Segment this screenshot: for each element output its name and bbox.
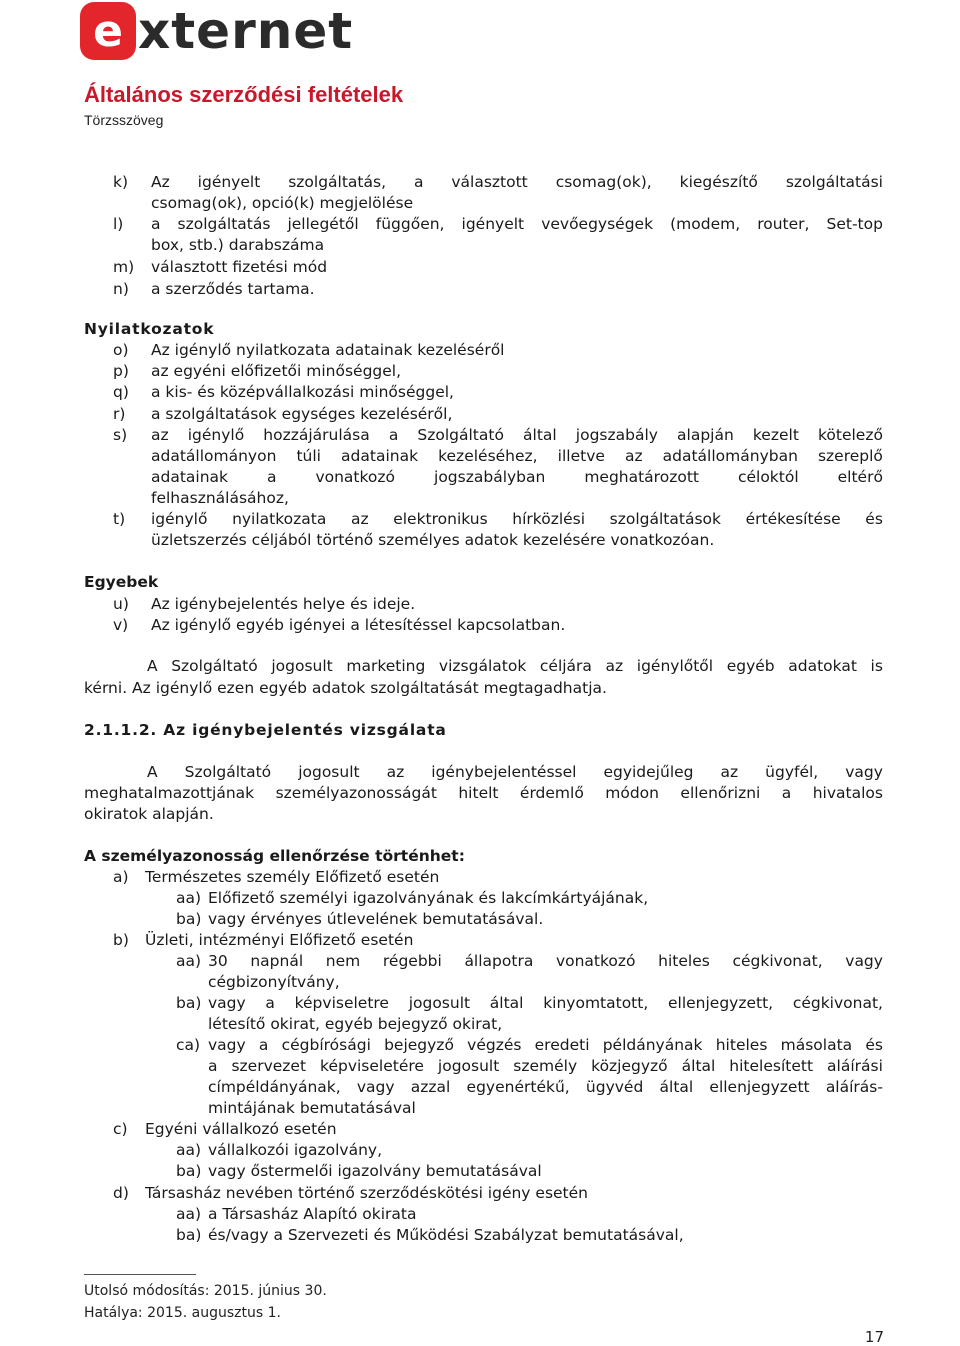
sub-item-label: ba) (176, 994, 202, 1012)
sub-item-text: cégbizonyítvány, (208, 973, 340, 991)
section-heading: 2.1.1.2. Az igénybejelentés vizsgálata (84, 721, 447, 739)
sub-item-text: vagy a cégbírósági bejegyző végzés eredeti példányának hiteles másolata és (208, 1036, 883, 1054)
logo (80, 2, 354, 64)
sub-item-text: Előfizető személyi igazolványának és lakcímkártyájának, (208, 889, 649, 907)
sub-item-text: a Társasház Alapító okirata (208, 1205, 417, 1223)
list-item-text: üzletszerzés céljából történő személyes adatok kezelésére vonatkozóan. (151, 531, 715, 549)
list-item-text: csomag(ok), opció(k) megjelölése (151, 194, 414, 212)
list-item-label: r) (113, 405, 126, 423)
sub-item-text: vállalkozói igazolvány, (208, 1141, 383, 1159)
footer-last-modified: Utolsó módosítás: 2015. június 30. (84, 1283, 327, 1299)
group-title: Természetes személy Előfizető esetén (145, 868, 440, 886)
list-item-text: a szerződés tartama. (151, 280, 315, 298)
list-item-text: Az igénylő nyilatkozata adatainak kezeléséről (151, 341, 505, 359)
footer-divider (84, 1274, 196, 1275)
paragraph-line: okiratok alapján. (84, 805, 214, 823)
list-item-text: igénylő nyilatkozata az elektronikus hírközlési szolgáltatások értékesítése és (151, 510, 883, 528)
sub-item-text: vagy érvényes útlevelének bemutatásával. (208, 910, 544, 928)
list-item-text: az igénylő hozzájárulása a Szolgáltató által jogszabály alapján kezelt kötelező (151, 426, 883, 444)
list-item-text: adatainak a vonatkozó jogszabályban meghatározott céloktól eltérő (151, 468, 883, 486)
list-item-text: a szolgáltatás jellegétől függően, igényelt vevőegységek (modem, router, Set-top (151, 215, 883, 233)
sub-item-text: a szervezet képviseletére jogosult személy közjegyző által hitelesített aláírási (208, 1057, 883, 1075)
sub-item-label: aa) (176, 952, 202, 970)
sub-item-text: 30 napnál nem régebbi állapotra vonatkozó hiteles cégkivonat, vagy (208, 952, 883, 970)
list-item-label: m) (113, 258, 135, 276)
list-item-label: n) (113, 280, 129, 298)
list-item-text: box, stb.) darabszáma (151, 236, 325, 254)
group-title: Egyéni vállalkozó esetén (145, 1120, 337, 1138)
section-heading-egyebek: Egyebek (84, 573, 159, 591)
logo-e-mark (80, 2, 136, 60)
document-subtitle: Törzsszöveg (84, 112, 164, 128)
sub-item-label: aa) (176, 1205, 202, 1223)
list-item-text: választott fizetési mód (151, 258, 328, 276)
sub-item-text: vagy a képviseletre jogosult által kinyomtatott, ellenjegyzett, cégkivonat, (208, 994, 883, 1012)
page-number: 17 (864, 1328, 884, 1346)
list-item-text: az egyéni előfizetői minőséggel, (151, 362, 402, 380)
list-item-text: a szolgáltatások egységes kezeléséről, (151, 405, 453, 423)
sub-item-label: ba) (176, 1162, 202, 1180)
sub-item-text: létesítő okirat, egyéb bejegyző okirat, (208, 1015, 503, 1033)
group-label: d) (113, 1184, 129, 1202)
list-item-text: adatállományon túli adatainak kezeléséhez, illetve az adatállományban szereplő (151, 447, 883, 465)
sub-item-label: ca) (176, 1036, 201, 1054)
list-item-label: q) (113, 383, 129, 401)
group-label: b) (113, 931, 129, 949)
list-item-text: Az igénylő egyéb igényei a létesítéssel kapcsolatban. (151, 616, 566, 634)
sub-item-label: ba) (176, 1226, 202, 1244)
document-title: Általános szerződési feltételek (84, 82, 404, 107)
sub-item-label: ba) (176, 910, 202, 928)
sub-item-label: aa) (176, 1141, 202, 1159)
section-heading-id-check: A személyazonosság ellenőrzése történhet: (84, 847, 465, 865)
list-item-label: v) (113, 616, 129, 634)
list-item-text: felhasználásához, (151, 489, 289, 507)
sub-item-text: címpéldányának, vagy azzal egyenértékű, ügyvéd által ellenjegyzett aláírás- (208, 1078, 883, 1096)
logo-letter: e (93, 6, 123, 57)
group-label: a) (113, 868, 129, 886)
list-item-label: s) (113, 426, 128, 444)
paragraph-line: A Szolgáltató jogosult az igénybejelentéssel egyidejűleg az ügyfél, vagy (147, 763, 883, 781)
list-item-text: Az igényelt szolgáltatás, a választott csomag(ok), kiegészítő szolgáltatási (151, 173, 883, 191)
list-item-text: Az igénybejelentés helye és ideje. (151, 595, 416, 613)
paragraph-line: meghatalmazottjának személyazonosságát hitelt érdemlő módon ellenőrizni a hivatalos (84, 784, 883, 802)
sub-item-text: és/vagy a Szervezeti és Működési Szabályzat bemutatásával, (208, 1226, 684, 1244)
list-item-label: l) (113, 215, 124, 233)
group-label: c) (113, 1120, 128, 1138)
sub-item-text: mintájának bemutatásával (208, 1099, 416, 1117)
paragraph-line: kérni. Az igénylő ezen egyéb adatok szolgáltatását megtagadhatja. (84, 679, 607, 697)
paragraph-line: A Szolgáltató jogosult marketing vizsgálatok céljára az igénylőtől egyéb adatokat is (147, 657, 883, 675)
sub-item-label: aa) (176, 889, 202, 907)
list-item-label: p) (113, 362, 129, 380)
group-title: Üzleti, intézményi Előfizető esetén (145, 931, 414, 949)
footer-effective-date: Hatálya: 2015. augusztus 1. (84, 1305, 281, 1321)
list-item-label: t) (113, 510, 126, 528)
sub-item-text: vagy őstermelői igazolvány bemutatásával (208, 1162, 542, 1180)
list-item-label: k) (113, 173, 129, 191)
list-item-label: u) (113, 595, 129, 613)
list-item-label: o) (113, 341, 129, 359)
group-title: Társasház nevében történő szerződéskötési igény esetén (145, 1184, 588, 1202)
logo-wordmark: xternet (138, 2, 354, 60)
section-heading-nyilatkozatok: Nyilatkozatok (84, 320, 215, 338)
list-item-text: a kis- és középvállalkozási minőséggel, (151, 383, 454, 401)
